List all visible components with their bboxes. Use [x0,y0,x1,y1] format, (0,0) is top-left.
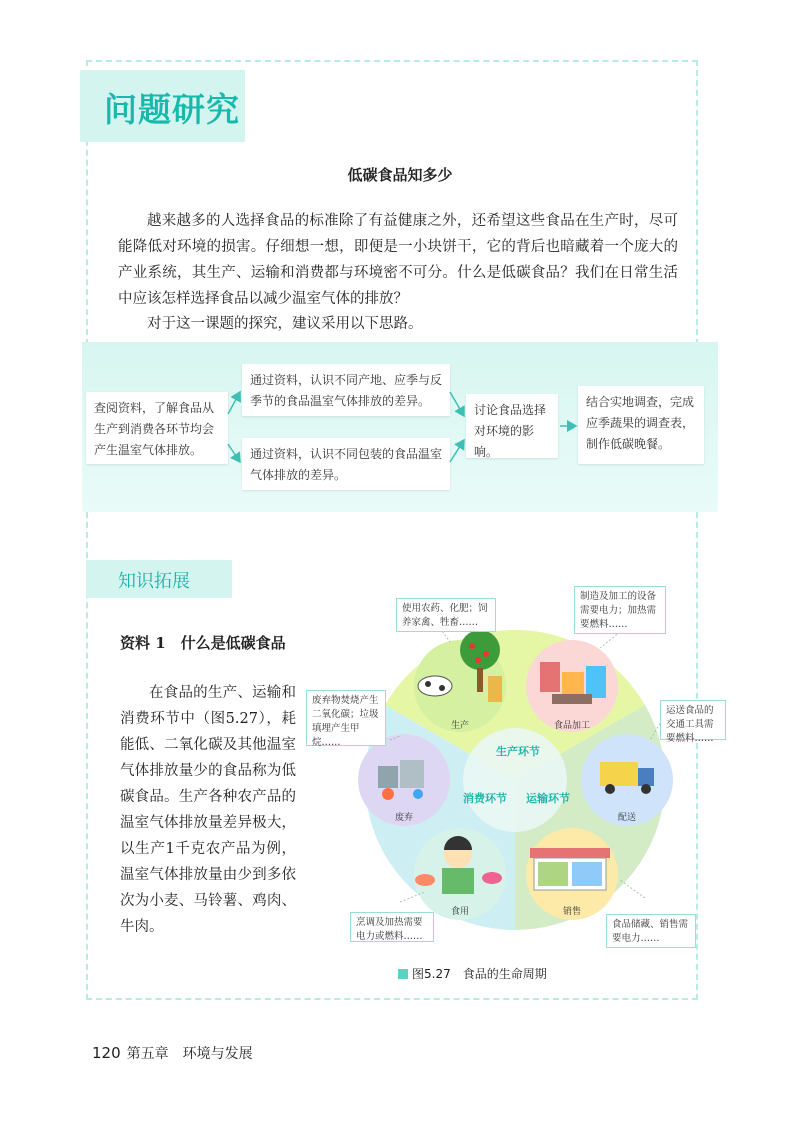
flow-step-4: 结合实地调查，完成应季蔬果的调查表，制作低碳晚餐。 [578,386,704,464]
segment-production-label: 生产环节 [496,745,540,758]
flow-arrows [82,342,718,512]
extension-tab [86,560,232,598]
wheat-icon [488,676,502,702]
extension-tab-label: 知识拓展 [118,571,190,592]
cow-icon [418,676,452,696]
topic-title: 低碳食品知多少 [347,166,453,184]
stage-waste [358,734,450,826]
stage-transport-label: 配送 [617,813,637,823]
stage-transport [581,734,673,826]
stage-processing [526,640,618,732]
callout-waste: 废弃物焚烧产生二氧化碳；垃圾填埋产生甲烷…… [306,690,386,746]
stage-production [414,630,506,732]
callout-transport: 运送食品的交通工具需要燃料…… [660,700,726,740]
resource-title: 资料 1 什么是低碳食品 [120,634,286,652]
trash-icon [378,766,398,788]
callout-processing: 制造及加工的设备需要电力；加热需要燃料…… [574,586,666,634]
page-footer [92,1043,253,1063]
approach-paragraph: 对于这一课题的探究，建议采用以下思路。 [147,316,423,332]
page-number: 120 [92,1044,121,1062]
stage-processing-label: 食品加工 [553,721,591,731]
food-lifecycle-diagram [300,580,700,960]
stage-eating-label: 食用 [450,907,470,917]
section-title-tab [80,70,245,142]
resource-body: 在食品的生产、运输和消费环节中（图5.27），耗能低、二氧化碳及其他温室气体排放量少的食品称为低碳食品。生产各种农产品的温室气体排放量差异极大，以生产1千克农产品为例，温室气体排放量由少到多依次为小麦、马铃薯、鸡肉、牛肉。 [120,685,296,935]
truck-icon [600,762,638,786]
callout-farm: 使用农药、化肥；饲养家禽、牲畜…… [396,598,496,632]
center-disc [463,728,567,832]
intro-paragraph: 越来越多的人选择食品的标准除了有益健康之外，还希望这些食品在生产时，尽可能降低对环境的损害。仔细想一想，即便是一小块饼干，它的背后也暗藏着一个庞大的产业系统，其生产、运输和消费都与环境密不可分。什么是低碳食品？我们在日常生活中应该怎样选择食品以减少温室气体的排放？ [118,213,678,307]
stage-sales-label: 销售 [562,907,582,917]
flow-band [82,342,718,512]
segment-consumption-label: 消费环节 [463,792,507,805]
chapter-label: 第五章 环境与发展 [126,1046,253,1062]
segment-transport-label: 运输环节 [526,792,570,805]
can-icon [540,662,560,692]
shop-icon [530,848,610,858]
stage-production-label: 生产 [450,721,470,731]
tree-icon [460,630,500,670]
callout-eating: 烹调及加热需要电力或燃料…… [350,912,434,942]
flow-step-2a: 通过资料，认识不同产地、应季与反季节的食品温室气体排放的差异。 [242,364,450,416]
flow-step-1: 查阅资料，了解食品从生产到消费各环节均会产生温室气体排放。 [86,392,228,464]
callout-sales: 食品储藏、销售需要电力…… [606,914,696,948]
flow-step-2b: 通过资料，认识不同包装的食品温室气体排放的差异。 [242,438,450,490]
flow-step-3: 讨论食品选择对环境的影响。 [466,394,558,458]
stage-eating [414,828,506,920]
figure-caption-text: 图5.27 食品的生命周期 [412,967,547,981]
section-title: 问题研究 [104,90,240,129]
figure-caption [398,965,547,982]
stage-waste-label: 废弃 [394,813,414,823]
stage-sales [526,828,618,920]
caption-square-icon [398,969,408,979]
